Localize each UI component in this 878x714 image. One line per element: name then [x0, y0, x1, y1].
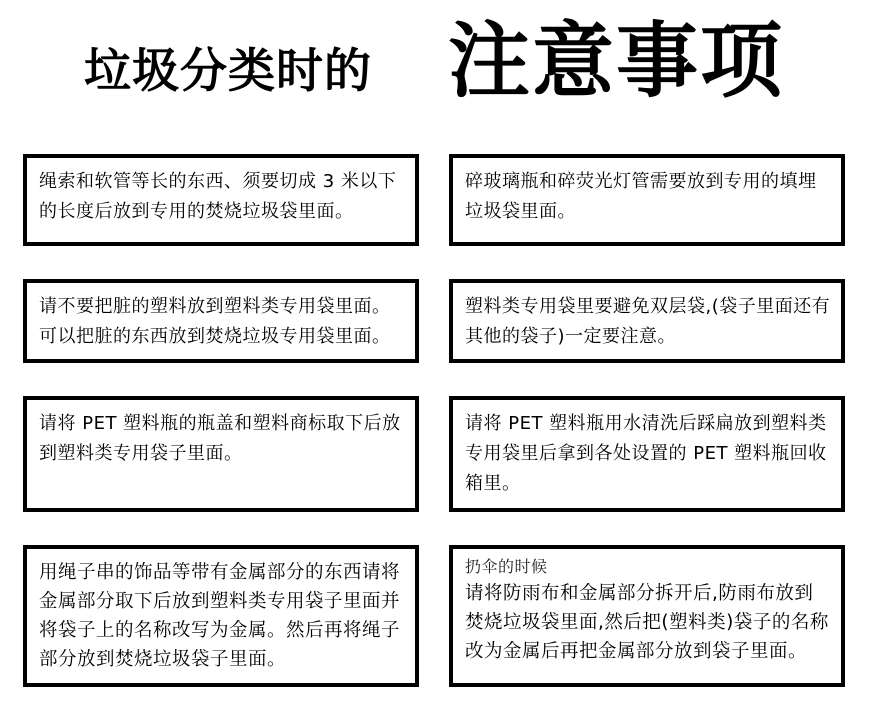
note-box-metal-ornaments — [23, 545, 419, 687]
note-text: 请不要把脏的塑料放到塑料类专用袋里面。可以把脏的东西放到焚烧垃圾专用袋里面。 — [39, 296, 391, 347]
note-text: 请将 PET 塑料瓶用水清洗后踩扁放到塑料类专用袋里后拿到各处设置的 PET 塑料瓶回收箱里。 — [465, 413, 827, 494]
note-box-pet-caps — [23, 396, 419, 512]
note-text: 碎玻璃瓶和碎荧光灯管需要放到专用的填埋垃圾袋里面。 — [465, 171, 817, 222]
title-prefix: 垃圾分类时的 — [84, 44, 372, 99]
note-text: 塑料类专用袋里要避免双层袋,(袋子里面还有其他的袋子)一定要注意。 — [465, 296, 831, 347]
note-box-broken-glass — [449, 154, 845, 246]
note-box-cords-hoses — [23, 154, 419, 246]
note-heading: 扔伞的时候 — [465, 557, 548, 576]
page-title — [84, 14, 844, 110]
note-text: 用绳子串的饰品等带有金属部分的东西请将金属部分取下后放到塑料类专用袋子里面并将袋子上的名称改写为金属。然后再将绳子部分放到焚烧垃圾袋子里面。 — [39, 562, 401, 670]
note-text: 请将 PET 塑料瓶的瓶盖和塑料商标取下后放到塑料类专用袋子里面。 — [39, 413, 401, 464]
note-text: 绳索和软管等长的东西、须要切成 3 米以下的长度后放到专用的焚烧垃圾袋里面。 — [39, 171, 397, 222]
title-emphasis: 注意事项 — [448, 14, 785, 109]
note-box-double-bag — [449, 279, 845, 363]
note-box-dirty-plastic — [23, 279, 419, 363]
note-text: 请将防雨布和金属部分拆开后,防雨布放到焚烧垃圾袋里面,然后把(塑料类)袋子的名称改为金属后再把金属部分放到袋子里面。 — [465, 583, 829, 662]
note-box-pet-recycle — [449, 396, 845, 512]
note-box-umbrella — [449, 545, 845, 687]
